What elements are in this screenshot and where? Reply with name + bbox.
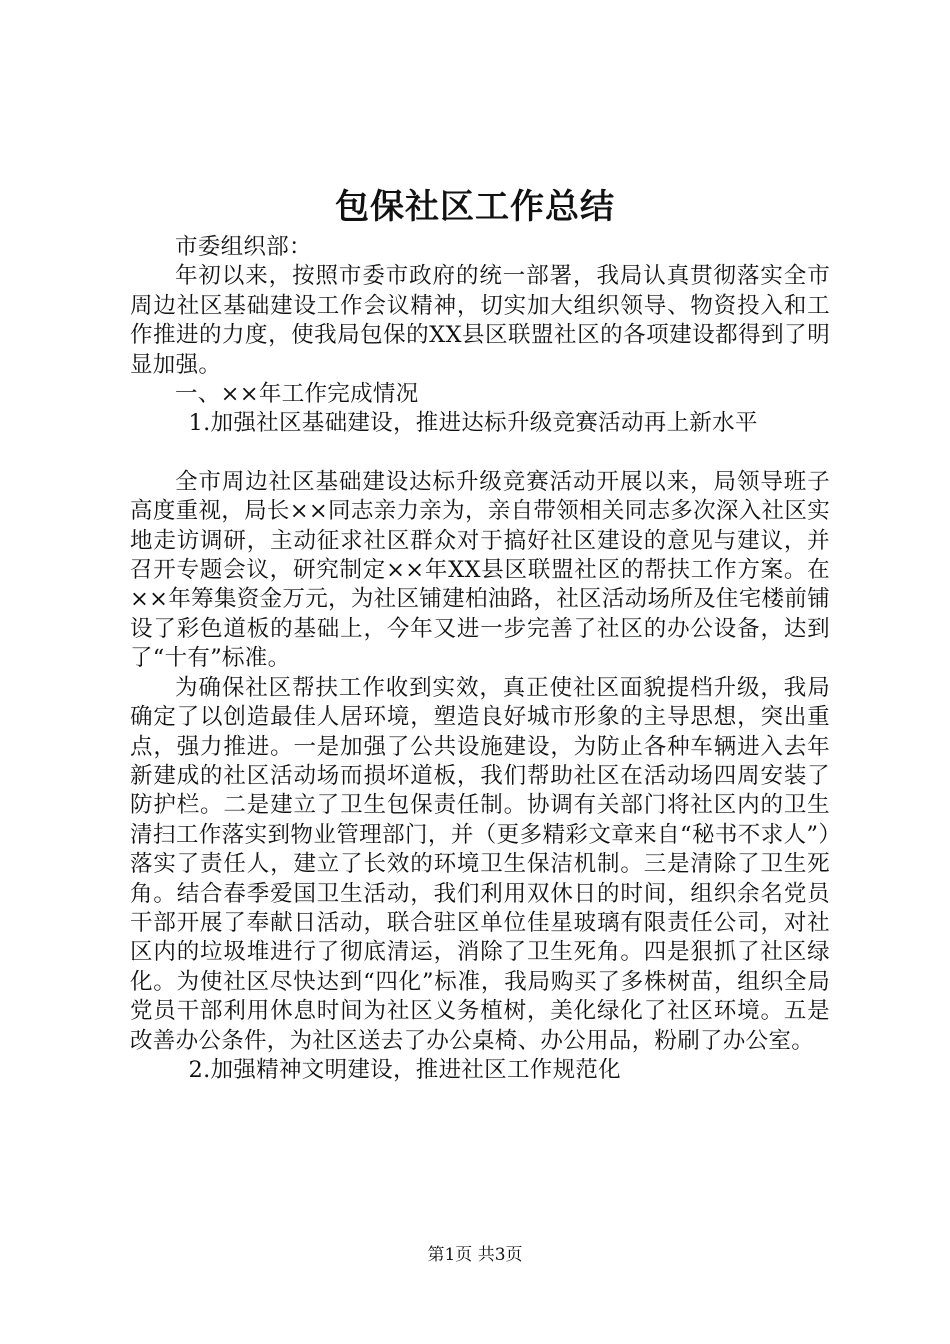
subheading-1: 1.加强社区基础建设，推进达标升级竞赛活动再上新水平 bbox=[188, 410, 758, 437]
section-heading: 一、××年工作完成情况 bbox=[175, 381, 419, 408]
paragraph-1: 全市周边社区基础建设达标升级竞赛活动开展以来，局领导班子高度重视，局长××同志亲力亲为，亲自带领相关同志多次深入社区实地走访调研，主动征求社区群众对于搞好社区建设的意见与建议，并召开专题会议，研究制定××年XX县区联盟社区的帮扶工作方案。在××年筹集资金万元，为社区铺建柏油路，社区活动场所及住宅楼前铺设了彩色道板的基础上，今年又进一步完善了社区的办公设备，达到了“十有”标准。 bbox=[130, 468, 830, 672]
intro-paragraph: 年初以来，按照市委市政府的统一部署，我局认真贯彻落实全市周边社区基础建设工作会议精神，切实加大组织领导、物资投入和工作推进的力度，使我局包保的XX县区联盟社区的各项建设都得到了明显加强。 bbox=[130, 263, 830, 378]
page-footer: 第1页 共3页 bbox=[427, 1245, 523, 1265]
paragraph-2: 为确保社区帮扶工作收到实效，真正使社区面貌提档升级，我局确定了以创造最佳人居环境，塑造良好城市形象的主导思想，突出重点，强力推进。一是加强了公共设施建设，为防止各种车辆进入去年新建成的社区活动场而损坏道板，我们帮助社区在活动场四周安装了防护栏。二是建立了卫生包保责任制。协调有关部门将社区内的卫生清扫工作落实到物业管理部门，并（更多精彩文章来自“秘书不求人”）落实了责任人，建立了长效的环境卫生保洁机制。三是清除了卫生死角。结合春季爱国卫生活动，我们利用双休日的时间，组织余名党员干部开展了奉献日活动，联合驻区单位佳星玻璃有限责任公司，对社区内的垃圾堆进行了彻底清运，消除了卫生死角。四是狠抓了社区绿化。为使社区尽快达到“四化”标准，我局购买了多株树苗，组织全局党员干部利用休息时间为社区义务植树，美化绿化了社区环境。五是改善办公条件，为社区送去了办公桌椅、办公用品，粉刷了办公室。 bbox=[130, 674, 830, 1054]
subheading-2: 2.加强精神文明建设，推进社区工作规范化 bbox=[188, 1056, 621, 1083]
salutation: 市委组织部： bbox=[175, 234, 312, 260]
document-title: 包保社区工作总结 bbox=[335, 187, 615, 227]
document-body bbox=[130, 233, 830, 1085]
